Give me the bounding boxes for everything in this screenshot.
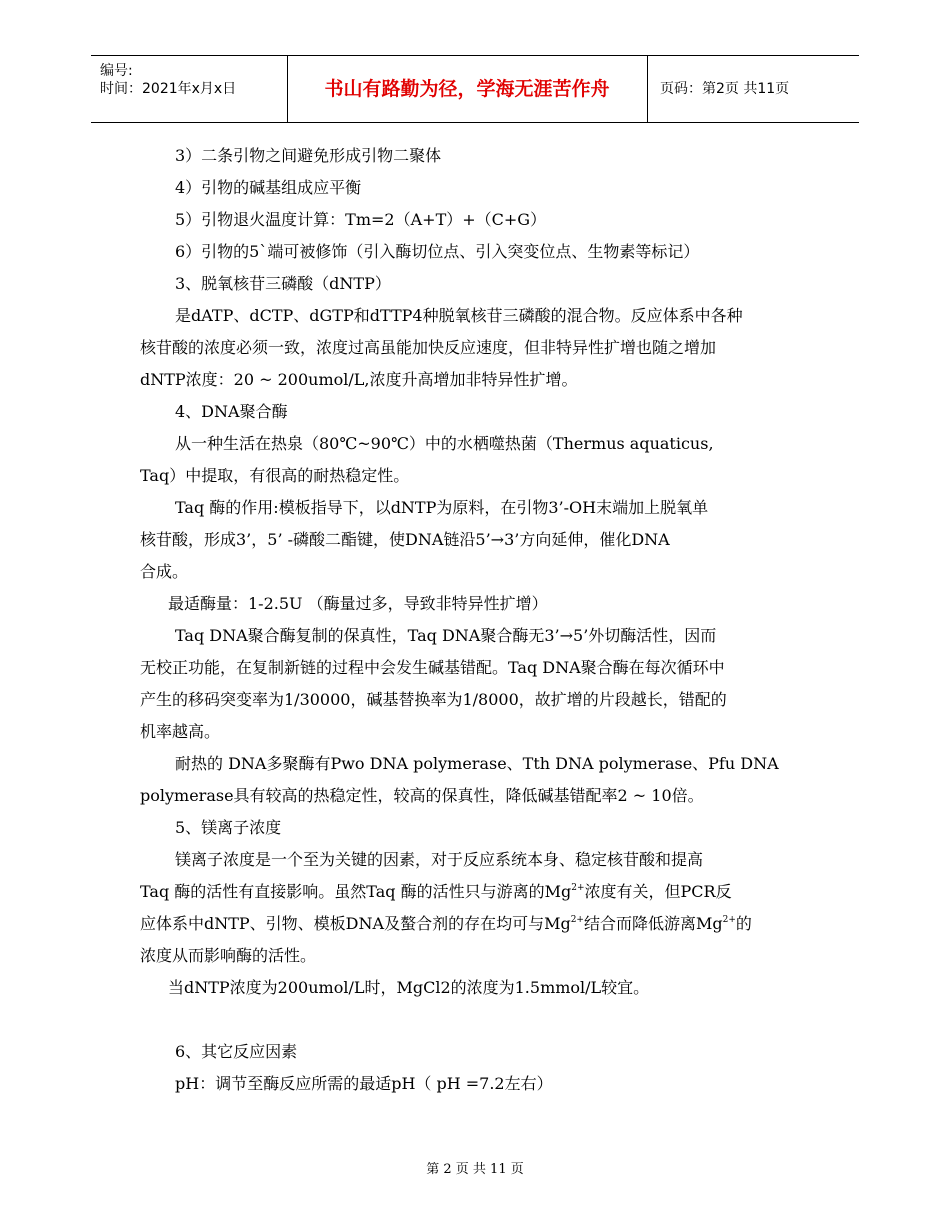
text-line: 核苷酸的浓度必须一致，浓度过高虽能加快反应速度，但非特异性扩增也随之增加 [140, 338, 717, 357]
text-line: 核苷酸，形成3’，5’ -磷酸二酯键，使DNA链沿5’→3’方向延伸，催化DNA [140, 530, 670, 549]
text-line [140, 882, 732, 902]
text-line: Taq）中提取，有很高的耐热稳定性。 [140, 466, 410, 485]
text-line: 浓度从而影响酶的活性。 [140, 946, 317, 965]
header-motto: 书山有路勤为径，学海无涯苦作舟 [324, 78, 610, 100]
superscript: 2+ [571, 883, 585, 893]
text-line: polymerase具有较高的热稳定性，较高的保真性，降低碱基错配率2 ~ 10倍。 [140, 786, 704, 805]
text-line: 机率越高。 [140, 722, 221, 741]
text-line [140, 914, 752, 934]
text-line: 3）二条引物之间避免形成引物二聚体 [175, 146, 442, 165]
header-divider [647, 56, 648, 122]
text-line: 是dATP、dCTP、dGTP和dTTP4种脱氧核苷三磷酸的混合物。反应体系中各种 [175, 306, 743, 325]
text-line: dNTP浓度：20 ~ 200umol/L,浓度升高增加非特异性扩增。 [140, 370, 578, 389]
text-span: Taq 酶的活性有直接影响。虽然Taq 酶的活性只与游离的Mg [140, 882, 572, 901]
text-line: Taq 酶的作用:模板指导下，以dNTP为原料，在引物3’-OH末端加上脱氧单 [175, 498, 709, 517]
superscript: 2+ [722, 915, 736, 925]
text-line: 产生的移码突变率为1/30000，碱基替换率为1/8000，故扩增的片段越长，错配的 [140, 690, 727, 709]
superscript: 2+ [570, 915, 584, 925]
document-number-label: 编号: [100, 63, 133, 79]
text-line: 当dNTP浓度为200umol/L时，MgCl2的浓度为1.5mmol/L较宜。 [168, 978, 650, 997]
section-heading: 6、其它反应因素 [175, 1042, 298, 1061]
document-time-label: 时间：2021年x月x日 [100, 81, 237, 97]
text-line: 无校正功能，在复制新链的过程中会发生碱基错配。Taq DNA聚合酶在每次循环中 [140, 658, 725, 677]
text-line: 6）引物的5`端可被修饰（引入酶切位点、引入突变位点、生物素等标记） [175, 242, 700, 261]
header-page-info: 页码：第2页 共11页 [660, 81, 790, 97]
text-line: Taq DNA聚合酶复制的保真性，Taq DNA聚合酶无3’→5’外切酶活性，因而 [175, 626, 717, 645]
text-line: 镁离子浓度是一个至为关键的因素，对于反应系统本身、稳定核苷酸和提高 [175, 850, 704, 869]
text-line: pH：调节至酶反应所需的最适pH（ pH =7.2左右） [175, 1074, 553, 1093]
text-line: 耐热的 DNA多聚酶有Pwo DNA polymerase、Tth DNA polymerase、Pfu DNA [175, 754, 779, 773]
text-span: 应体系中dNTP、引物、模板DNA及螯合剂的存在均可与Mg [140, 914, 571, 933]
text-line: 5）引物退火温度计算：Tm=2（A+T）+（C+G） [175, 210, 547, 229]
text-span: 的 [735, 914, 752, 933]
page-footer: 第 2 页 共 11 页 [426, 1162, 524, 1177]
text-span: 结合而降低游离Mg [583, 914, 723, 933]
page-header [91, 55, 859, 123]
text-line: 4）引物的碱基组成应平衡 [175, 178, 362, 197]
text-line: 最适酶量：1-2.5U （酶量过多，导致非特异性扩增） [168, 594, 548, 613]
section-heading: 3、脱氧核苷三磷酸（dNTP） [175, 274, 391, 293]
section-heading: 4、DNA聚合酶 [175, 402, 288, 421]
text-line: 从一种生活在热泉（80℃~90℃）中的水栖噬热菌（Thermus aquaticus, [175, 434, 714, 453]
text-span: 浓度有关，但PCR反 [584, 882, 732, 901]
text-line: 合成。 [140, 562, 189, 581]
section-heading: 5、镁离子浓度 [175, 818, 282, 837]
